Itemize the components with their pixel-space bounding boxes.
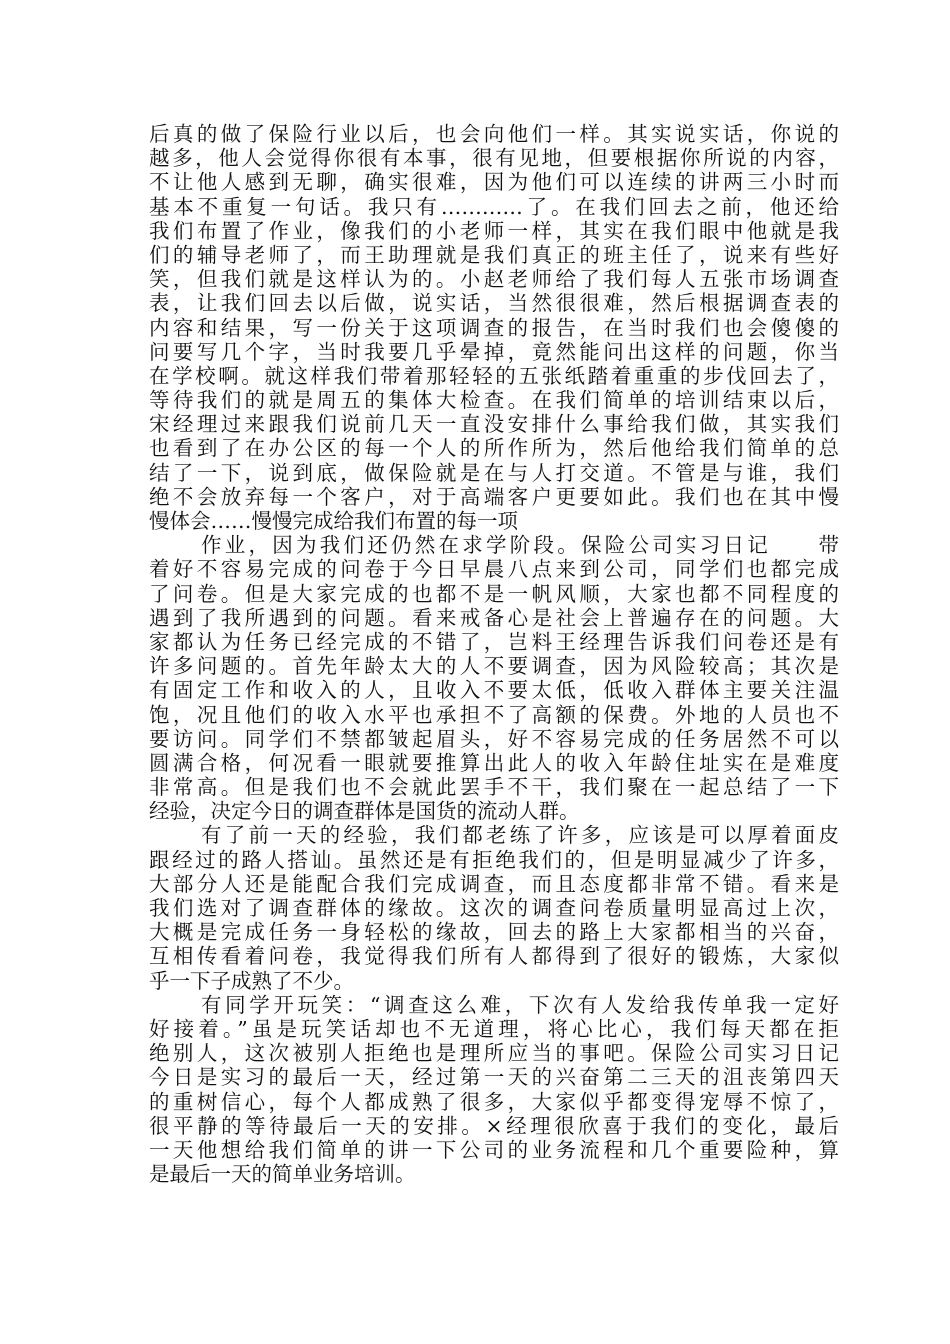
text-line: 好接着。”虽是玩笑话却也不无道理，将心比心，我们每天都在拒 [149, 1016, 839, 1041]
text-line: 笑，但我们就是这样认为的。小赵老师给了我们每人五张市场调查 [149, 267, 839, 292]
text-line: 一天他想给我们简单的讲一下公司的业务流程和几个重要险种，算 [149, 1137, 839, 1162]
text-line: 内容和结果，写一份关于这项调查的报告，在当时我们也会傻傻的 [149, 315, 839, 340]
text-line: 们的辅导老师了，而王助理就是我们真正的班主任了，说来有些好 [149, 242, 839, 267]
text-line: 问要写几个字，当时我要几乎晕掉，竟然能问出这样的问题，你当 [149, 339, 839, 364]
text-line: 今日是实习的最后一天，经过第一天的兴奋第二三天的沮丧第四天 [149, 1065, 839, 1090]
text-line: 绝别人，这次被别人拒绝也是理所应当的事吧。保险公司实习日记 [149, 1041, 839, 1066]
text-line: 非常高。但是我们也不会就此罢手不干，我们聚在一起总结了一下 [149, 775, 839, 800]
text-line: 不让他人感到无聊，确实很难，因为他们可以连续的讲两三小时而 [149, 170, 839, 195]
text-line: 经验，决定今日的调查群体是国货的流动人群。 [149, 799, 580, 824]
text-line: 表，让我们回去以后做，说实话，当然很很难，然后根据调查表的 [149, 291, 839, 316]
text-line: 是最后一天的简单业务培训。 [149, 1162, 416, 1187]
body-text [149, 122, 839, 1186]
text-line: 结了一下，说到底，做保险就是在与人打交道。不管是与谁，我们 [149, 460, 839, 485]
text-line: 有了前一天的经验，我们都老练了许多，应该是可以厚着面皮 [201, 823, 839, 848]
text-line: 乎一下子成熟了不少。 [149, 968, 354, 993]
text-line: 家都认为任务已经完成的不错了，岂料王经理告诉我们问卷还是有 [149, 629, 839, 654]
text-line: 很平静的等待最后一天的安排。×经理很欣喜于我们的变化，最后 [149, 1113, 839, 1138]
text-line: 也看到了在办公区的每一个人的所作所为，然后他给我们简单的总 [149, 436, 839, 461]
text-line: 慢体会……慢慢完成给我们布置的每一项 [149, 509, 518, 533]
text-line: 圆满合格，何况看一眼就要推算出此人的收入年龄住址实在是难度 [149, 750, 839, 775]
text-line: 有固定工作和收入的人，且收入不要太低，低收入群体主要关注温 [149, 678, 839, 703]
text-line: 跟经过的路人搭讪。虽然还是有拒绝我们的，但是明显减少了许多， [149, 847, 839, 872]
text-line: 宋经理过来跟我们说前几天一直没安排什么事给我们做，其实我们 [149, 412, 839, 437]
text-line: 了问卷。但是大家完成的也都不是一帆风顺，大家也都不同程度的 [149, 581, 839, 606]
text-line: 绝不会放弃每一个客户，对于高端客户更要如此。我们也在其中慢 [149, 484, 839, 509]
text-line: 作业，因为我们还仍然在求学阶段。保险公司实习日记 带 [201, 533, 839, 558]
text-line: 遇到了我所遇到的问题。看来戒备心是社会上普遍存在的问题。大 [149, 605, 839, 630]
text-line: 基本不重复一句话。我只有…………了。在我们回去之前，他还给 [149, 194, 839, 219]
text-line: 在学校啊。就这样我们带着那轻轻的五张纸踏着重重的步伐回去了， [149, 363, 839, 388]
text-line: 互相传看着问卷，我觉得我们所有人都得到了很好的锻炼，大家似 [149, 944, 839, 969]
text-line: 饱，况且他们的收入水平也承担不了高额的保费。外地的人员也不 [149, 702, 839, 727]
text-line: 有同学开玩笑：“调查这么难，下次有人发给我传单我一定好 [201, 992, 839, 1017]
text-line: 许多问题的。首先年龄太大的人不要调查，因为风险较高；其次是 [149, 654, 839, 679]
text-line: 我们选对了调查群体的缘故。这次的调查问卷质量明显高过上次， [149, 896, 839, 920]
text-line: 大概是完成任务一身轻松的缘故，回去的路上大家都相当的兴奋， [149, 920, 839, 945]
text-line: 要访问。同学们不禁都皱起眉头，好不容易完成的任务居然不可以 [149, 726, 839, 751]
text-line: 着好不容易完成的问卷于今日早晨八点来到公司，同学们也都完成 [149, 557, 839, 582]
text-line: 的重树信心，每个人都成熟了很多，大家似乎都变得宠辱不惊了， [149, 1089, 839, 1114]
text-line: 越多，他人会觉得你很有本事，很有见地，但要根据你所说的内容， [149, 146, 839, 171]
text-line: 等待我们的就是周五的集体大检查。在我们简单的培训结束以后， [149, 388, 839, 413]
text-line: 大部分人还是能配合我们完成调查，而且态度都非常不错。看来是 [149, 871, 839, 896]
text-line: 我们布置了作业，像我们的小老师一样，其实在我们眼中他就是我 [149, 218, 839, 243]
text-line: 后真的做了保险行业以后，也会向他们一样。其实说实话，你说的 [149, 122, 839, 146]
